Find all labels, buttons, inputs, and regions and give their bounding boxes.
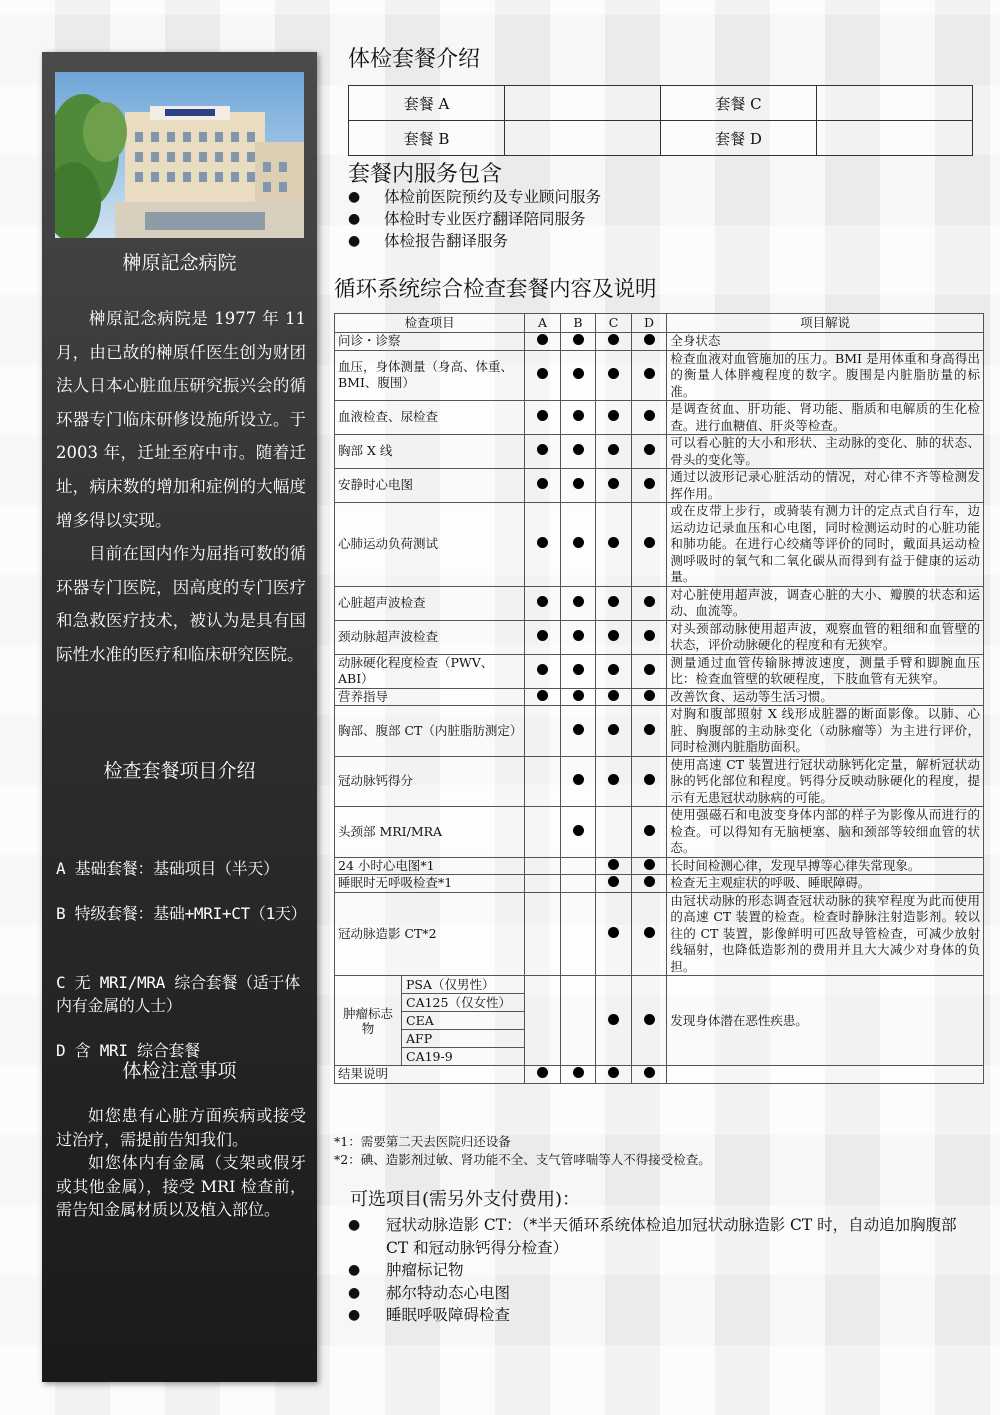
package-cell: 套餐 A [349, 86, 505, 121]
mark-cell [631, 401, 667, 435]
mark-cell [525, 892, 561, 976]
included-mark-icon [537, 444, 548, 455]
sidebar [42, 52, 317, 1382]
mark-cell [560, 333, 596, 351]
note-paragraph: 如您体内有金属（支架或假牙或其他金属），接受 MRI 检查前，需告知金属材质以及植入部位。 [56, 1153, 306, 1219]
column-header: 检查项目 [335, 314, 525, 333]
table-row [335, 503, 984, 587]
mark-cell [596, 875, 632, 893]
tumor-marker-item: CA125（仅女性） [402, 994, 524, 1012]
item-cell: 营养指导 [335, 688, 525, 706]
column-header: B [560, 314, 596, 333]
package-cell [817, 121, 973, 156]
mark-cell [525, 401, 561, 435]
notes [56, 1104, 306, 1222]
included-mark-icon [608, 927, 619, 938]
section-title: 循环系统综合检查套餐内容及说明 [334, 277, 657, 302]
mark-cell [525, 756, 561, 807]
included-mark-icon [573, 664, 584, 675]
included-mark-icon [644, 537, 655, 548]
included-mark-icon [644, 927, 655, 938]
included-mark-icon [608, 444, 619, 455]
mark-cell [596, 586, 632, 620]
item-cell: 结果说明 [335, 1066, 525, 1084]
package-intro-title: 检查套餐项目介绍 [103, 760, 256, 782]
mark-cell [596, 503, 632, 587]
desc-cell: 使用强磁石和电波变身体内部的样子为影像从而进行的检查。可以得知有无脑梗塞、脑和颈部等较细血管的状态。 [667, 807, 984, 858]
included-mark-icon [644, 596, 655, 607]
mark-cell [631, 807, 667, 858]
included-mark-icon [644, 724, 655, 735]
package-cell [817, 86, 973, 121]
included-mark-icon [608, 1067, 619, 1078]
list-item: ● 睡眠呼吸障碍检查 [348, 1304, 968, 1327]
item-cell: 冠动脉钙得分 [335, 756, 525, 807]
mark-cell [525, 435, 561, 469]
column-header: A [525, 314, 561, 333]
table-row [335, 807, 984, 858]
mark-cell [560, 503, 596, 587]
included-title: 套餐内服务包含 [348, 162, 503, 187]
included-mark-icon [537, 1067, 548, 1078]
desc-cell: 对头颈部动脉使用超声波，观察血管的粗细和血管壁的状态，评价动脉硬化的程度和有无狭窄。 [667, 620, 984, 654]
included-mark-icon [644, 478, 655, 489]
mark-cell [596, 350, 632, 401]
mark-cell [596, 1066, 632, 1084]
item-cell: 动脉硬化程度检查（PWV、ABI） [335, 654, 525, 688]
mark-cell [560, 401, 596, 435]
package-item-a: A 基础套餐：基础项目（半天） [56, 859, 279, 878]
mark-cell [525, 706, 561, 757]
table-row [335, 892, 984, 976]
included-mark-icon [608, 859, 619, 870]
mark-cell [525, 620, 561, 654]
desc-cell: 对胸和腹部照射 X 线形成脏器的断面影像。以肺、心脏、胸腹部的主动脉变化（动脉瘤等）为主进行评价，同时检测内脏脂肪面积。 [667, 706, 984, 757]
mark-cell [560, 976, 596, 1066]
mark-cell [596, 892, 632, 976]
desc-cell: 使用高速 CT 装置进行冠状动脉钙化定量，解析冠状动脉的钙化部位和程度。钙得分反映动脉硬化的程度，提示有无患冠状动脉病的可能。 [667, 756, 984, 807]
desc-cell: 发现身体潜在恶性疾患。 [667, 976, 984, 1066]
mark-cell [596, 857, 632, 875]
table-row [335, 469, 984, 503]
package-cell: 套餐 D [661, 121, 817, 156]
item-cell: 心肺运动负荷测试 [335, 503, 525, 587]
mark-cell [560, 350, 596, 401]
list-item: ● 体检报告翻译服务 [348, 232, 509, 250]
mark-cell [631, 350, 667, 401]
item-cell: 血液检查、尿检查 [335, 401, 525, 435]
desc-cell: 对心脏使用超声波，调查心脏的大小、瓣膜的状态和运动、血流等。 [667, 586, 984, 620]
page-title: 体检套餐介绍 [348, 47, 481, 72]
mark-cell [596, 807, 632, 858]
mark-cell [596, 976, 632, 1066]
tumor-marker-label: 肿瘤标志物 [342, 1005, 393, 1036]
mark-cell [525, 350, 561, 401]
desc-cell: 或在皮带上步行，或骑装有测力计的定点式自行车，边运动边记录血压和心电图，同时检测运动时的心脏功能和肺功能。在进行心绞痛等评价的同时，戴面具运动检测呼吸时的氧气和二氧化碳从而得到有益于健康的运动量。 [667, 503, 984, 587]
mark-cell [560, 654, 596, 688]
optional-title: 可选项目(需另外支付费用)： [350, 1189, 581, 1210]
mark-cell [560, 435, 596, 469]
included-mark-icon [644, 825, 655, 836]
included-mark-icon [573, 410, 584, 421]
mark-cell [560, 469, 596, 503]
item-cell: 颈动脉超声波检查 [335, 620, 525, 654]
included-mark-icon [608, 630, 619, 641]
bullet-icon: ● [348, 1217, 361, 1233]
mark-cell [560, 1066, 596, 1084]
footnote: *2：碘、造影剂过敏、肾功能不全、支气管哮喘等人不得接受检查。 [334, 1152, 711, 1167]
list-item: ● 体检时专业医疗翻译陪同服务 [348, 210, 586, 228]
included-mark-icon [537, 630, 548, 641]
included-mark-icon [644, 690, 655, 701]
notes-title: 体检注意事项 [122, 1060, 237, 1082]
desc-cell: 是调查贫血、肝功能、肾功能、脂质和电解质的生化检查。进行血糖值、肝炎等检查。 [667, 401, 984, 435]
mark-cell [525, 654, 561, 688]
mark-cell [631, 435, 667, 469]
included-mark-icon [644, 368, 655, 379]
included-mark-icon [537, 537, 548, 548]
mark-cell [560, 756, 596, 807]
mark-cell [560, 688, 596, 706]
tumor-marker-item: CEA [402, 1012, 524, 1030]
mark-cell [525, 333, 561, 351]
mark-cell [596, 620, 632, 654]
included-mark-icon [573, 724, 584, 735]
tumor-marker-cell [335, 976, 525, 1066]
mark-cell [631, 620, 667, 654]
mark-cell [631, 706, 667, 757]
included-mark-icon [573, 596, 584, 607]
included-mark-icon [608, 664, 619, 675]
table-row [335, 401, 984, 435]
included-mark-icon [537, 478, 548, 489]
footnotes [334, 1133, 711, 1169]
desc-cell: 可以看心脏的大小和形状、主动脉的变化、肺的状态、骨头的变化等。 [667, 435, 984, 469]
intro-paragraph: 榊原記念病院是 1977 年 11 月，由已故的榊原仟医生创为财团法人日本心脏血压研究振兴会的循环器专门临床研修设施所设立。于 2003 年，迁址至府中市。随着迁址，病床数的增加和症例的大幅度增多得以实现。 [56, 309, 306, 530]
bullet-icon: ● [348, 211, 361, 227]
item-cell: 胸部 X 线 [335, 435, 525, 469]
mark-cell [631, 586, 667, 620]
included-mark-icon [537, 368, 548, 379]
item-cell: 心脏超声波检查 [335, 586, 525, 620]
mark-cell [525, 469, 561, 503]
tumor-marker-item: AFP [402, 1030, 524, 1048]
included-mark-icon [608, 537, 619, 548]
bullet-icon: ● [348, 1284, 361, 1301]
included-mark-icon [644, 334, 655, 345]
optional-list [348, 1214, 968, 1327]
table-row [335, 1066, 984, 1084]
included-mark-icon [644, 1014, 655, 1025]
bullet-icon: ● [348, 1262, 361, 1278]
mark-cell [596, 688, 632, 706]
included-mark-icon [573, 630, 584, 641]
table-row [335, 857, 984, 875]
included-mark-icon [537, 690, 548, 701]
mark-cell [596, 756, 632, 807]
mark-cell [525, 976, 561, 1066]
included-mark-icon [573, 1067, 584, 1078]
mark-cell [631, 469, 667, 503]
included-mark-icon [608, 1014, 619, 1025]
package-item-b: B 特级套餐：基础+MRI+CT（1天） [56, 904, 307, 923]
included-mark-icon [573, 690, 584, 701]
mark-cell [525, 688, 561, 706]
bullet-icon: ● [348, 189, 361, 205]
table-header-row [335, 314, 984, 333]
mark-cell [631, 1066, 667, 1084]
desc-cell: 检查无主观症状的呼吸、睡眠障碍。 [667, 875, 984, 893]
mark-cell [560, 807, 596, 858]
included-mark-icon [608, 334, 619, 345]
mark-cell [525, 875, 561, 893]
desc-cell: 由冠状动脉的形态调查冠状动脉的狭窄程度为此而使用的高速 CT 装置的检查。检查时静脉注射造影剂。较以往的 CT 装置，影像鲜明可匹敌导管检查，可减少放射线辐射，也降低造影剂的费用并且大大减少对身体的负担。 [667, 892, 984, 976]
item-cell: 冠动脉造影 CT*2 [335, 892, 525, 976]
mark-cell [525, 1066, 561, 1084]
mark-cell [560, 706, 596, 757]
included-mark-icon [644, 1067, 655, 1078]
item-cell: 胸部、腹部 CT（内脏脂肪测定） [335, 706, 525, 757]
included-mark-icon [644, 664, 655, 675]
included-mark-icon [608, 724, 619, 735]
mark-cell [525, 503, 561, 587]
mark-cell [560, 586, 596, 620]
mark-cell [596, 435, 632, 469]
package-cell: 套餐 B [349, 121, 505, 156]
note-paragraph: 如您患有心脏方面疾病或接受过治疗，需提前告知我们。 [56, 1106, 306, 1149]
included-mark-icon [644, 876, 655, 887]
table-row [335, 586, 984, 620]
table-row [335, 435, 984, 469]
mark-cell [560, 875, 596, 893]
exam-table [334, 313, 984, 1084]
mark-cell [596, 333, 632, 351]
column-header: C [596, 314, 632, 333]
included-mark-icon [644, 410, 655, 421]
list-item: ● 体检前医院预约及专业顾问服务 [348, 188, 602, 206]
mark-cell [631, 857, 667, 875]
included-mark-icon [608, 596, 619, 607]
included-mark-icon [644, 630, 655, 641]
item-cell: 睡眠时无呼吸检查*1 [335, 875, 525, 893]
list-item: ● 肿瘤标记物 [348, 1259, 968, 1282]
desc-cell: 通过以波形记录心脏活动的情况，对心律不齐等检测发挥作用。 [667, 469, 984, 503]
included-mark-icon [644, 444, 655, 455]
included-mark-icon [608, 368, 619, 379]
included-mark-icon [537, 664, 548, 675]
package-table [348, 85, 973, 156]
mark-cell [631, 654, 667, 688]
desc-cell: 全身状态 [667, 333, 984, 351]
item-cell: 问诊・诊察 [335, 333, 525, 351]
mark-cell [596, 706, 632, 757]
mark-cell [596, 401, 632, 435]
item-cell: 头颈部 MRI/MRA [335, 807, 525, 858]
mark-cell [596, 469, 632, 503]
mark-cell [631, 976, 667, 1066]
column-header: D [631, 314, 667, 333]
included-mark-icon [644, 859, 655, 870]
table-row [335, 706, 984, 757]
mark-cell [525, 857, 561, 875]
included-mark-icon [537, 334, 548, 345]
included-mark-icon [573, 478, 584, 489]
included-mark-icon [608, 876, 619, 887]
mark-cell [631, 333, 667, 351]
included-mark-icon [573, 774, 584, 785]
included-mark-icon [644, 774, 655, 785]
included-mark-icon [573, 334, 584, 345]
table-row [335, 333, 984, 351]
included-mark-icon [608, 774, 619, 785]
mark-cell [560, 892, 596, 976]
item-cell: 24 小时心电图*1 [335, 857, 525, 875]
included-mark-icon [573, 444, 584, 455]
table-row [335, 620, 984, 654]
package-cell [505, 86, 661, 121]
tumor-marker-item: CA19-9 [406, 1049, 453, 1064]
desc-cell: 长时间检测心律，发现早搏等心律失常现象。 [667, 857, 984, 875]
hospital-name: 榊原記念病院 [122, 252, 237, 274]
package-cell: 套餐 C [661, 86, 817, 121]
mark-cell [631, 688, 667, 706]
included-mark-icon [573, 537, 584, 548]
package-item-d: D 含 MRI 综合套餐 [56, 1041, 200, 1060]
included-mark-icon [608, 410, 619, 421]
mark-cell [560, 857, 596, 875]
included-mark-icon [537, 596, 548, 607]
desc-cell [667, 1066, 984, 1084]
mark-cell [631, 875, 667, 893]
included-list [348, 186, 601, 252]
tumor-marker-item: PSA（仅男性） [402, 976, 524, 994]
included-mark-icon [573, 368, 584, 379]
table-row [335, 350, 984, 401]
footnote: *1：需要第二天去医院归还设备 [334, 1134, 511, 1149]
mark-cell [631, 892, 667, 976]
table-row [335, 875, 984, 893]
list-item: ● 郝尔特动态心电图 [348, 1282, 968, 1305]
bullet-icon: ● [348, 233, 361, 249]
list-item: ● 冠状动脉造影 CT：（*半天循环系统体检追加冠状动脉造影 CT 时，自动追加胸腹部 CT 和冠动脉钙得分检查） [348, 1214, 968, 1259]
hospital-intro [56, 302, 306, 672]
desc-cell: 测量通过血管传输脉搏波速度，测量手臂和脚腕血压比：检查血管壁的软硬程度，下肢血管有无狭窄。 [667, 654, 984, 688]
intro-paragraph: 目前在国内作为屈指可数的循环器专门医院，因高度的专门医疗和急救医疗技术，被认为是具有国际性水准的医疗和临床研究医院。 [56, 544, 306, 664]
item-cell: 安静时心电图 [335, 469, 525, 503]
table-row [335, 654, 984, 688]
included-mark-icon [608, 690, 619, 701]
mark-cell [631, 503, 667, 587]
desc-cell: 检查血液对血管施加的压力。BMI 是用体重和身高得出的衡量人体胖瘦程度的数字。腹围是内脏脂肪量的标准。 [667, 350, 984, 401]
package-cell [505, 121, 661, 156]
included-mark-icon [608, 478, 619, 489]
package-item-c: C 无 MRI/MRA 综合套餐（适于体内有金属的人士） [56, 973, 300, 1015]
mark-cell [525, 586, 561, 620]
table-row [335, 756, 984, 807]
included-mark-icon [573, 825, 584, 836]
column-header: 项目解说 [667, 314, 984, 333]
mark-cell [631, 756, 667, 807]
desc-cell: 改善饮食、运动等生活习惯。 [667, 688, 984, 706]
mark-cell [525, 807, 561, 858]
bullet-icon: ● [348, 1307, 361, 1323]
item-cell: 血压，身体测量（身高、体重、BMI、腹围） [335, 350, 525, 401]
mark-cell [596, 654, 632, 688]
table-row [335, 688, 984, 706]
hospital-photo [55, 72, 304, 238]
included-mark-icon [537, 410, 548, 421]
mark-cell [560, 620, 596, 654]
